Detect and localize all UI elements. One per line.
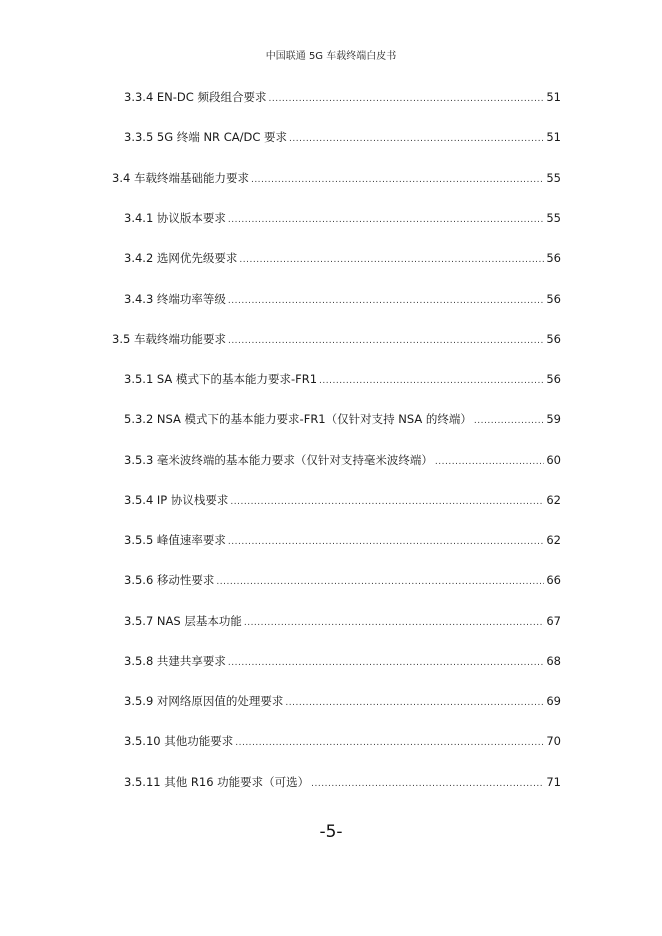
toc-entry[interactable] <box>124 532 561 552</box>
toc-entry[interactable] <box>124 733 561 753</box>
toc-dot-leader <box>244 618 545 628</box>
toc-entry[interactable] <box>124 89 561 109</box>
toc-entry-page: 59 <box>546 412 561 426</box>
toc-entry-page: 56 <box>546 372 561 386</box>
toc-entry-title: 3.5.1 SA 模式下的基本能力要求-FR1 <box>124 372 318 386</box>
toc-entry-title: 3.4 车载终端基础能力要求 <box>112 171 249 185</box>
toc-entry-title: 3.5.5 峰值速率要求 <box>124 533 226 547</box>
toc-entry-title: 3.5.4 IP 协议栈要求 <box>124 493 229 507</box>
toc-entry-page: 56 <box>546 251 561 265</box>
toc-dot-leader <box>311 779 544 789</box>
toc-entry-page: 70 <box>546 734 561 748</box>
toc-entry[interactable] <box>124 452 561 472</box>
toc-entry[interactable] <box>124 411 561 431</box>
toc-dot-leader <box>474 416 544 426</box>
toc-entry-page: 62 <box>546 533 561 547</box>
toc-entry-page: 56 <box>546 332 561 346</box>
toc-entry-page: 60 <box>546 453 561 467</box>
toc-entry[interactable] <box>124 572 561 592</box>
toc-dot-leader <box>289 134 544 144</box>
toc-entry-title: 3.4.1 协议版本要求 <box>124 211 226 225</box>
toc-dot-leader <box>268 94 544 104</box>
toc-entry-title: 3.4.3 终端功率等级 <box>124 292 226 306</box>
toc-entry-title: 3.4.2 选网优先级要求 <box>124 251 238 265</box>
toc-entry[interactable] <box>124 371 561 391</box>
page-number: -5- <box>319 822 343 842</box>
toc-dot-leader <box>228 537 544 547</box>
toc-entry[interactable] <box>112 170 561 190</box>
toc-entry-title: 3.5.9 对网络原因值的处理要求 <box>124 694 284 708</box>
toc-dot-leader <box>435 457 544 467</box>
toc-entry-page: 69 <box>546 694 561 708</box>
toc-entry-page: 66 <box>546 573 561 587</box>
toc-entry-title: 3.5.10 其他功能要求 <box>124 734 234 748</box>
toc-entry[interactable] <box>124 774 561 794</box>
toc-dot-leader <box>251 175 544 185</box>
toc-entry-title: 3.5 车载终端功能要求 <box>112 332 226 346</box>
toc-entry-page: 67 <box>546 614 561 628</box>
toc-entry-title: 5.3.2 NSA 模式下的基本能力要求-FR1（仅针对支持 NSA 的终端） <box>124 412 472 426</box>
toc-entry[interactable] <box>124 613 561 633</box>
toc-entry-title: 3.5.6 移动性要求 <box>124 573 215 587</box>
toc-dot-leader <box>319 376 544 386</box>
toc-dot-leader <box>239 255 544 265</box>
toc-entry-title: 3.3.5 5G 终端 NR CA/DC 要求 <box>124 130 288 144</box>
toc-entry-title: 3.5.11 其他 R16 功能要求（可选） <box>124 775 310 789</box>
toc-dot-leader <box>228 336 544 346</box>
toc-entry[interactable] <box>124 129 561 149</box>
toc-dot-leader <box>230 497 544 507</box>
toc-entry[interactable] <box>124 693 561 713</box>
toc-entry-page: 51 <box>546 130 561 144</box>
toc-entry[interactable] <box>124 210 561 230</box>
toc-entry-title: 3.5.7 NAS 层基本功能 <box>124 614 242 628</box>
toc-entry-title: 3.5.3 毫米波终端的基本能力要求（仅针对支持毫米波终端） <box>124 453 433 467</box>
toc-entry[interactable] <box>124 653 561 673</box>
toc-dot-leader <box>228 215 544 225</box>
toc-entry[interactable] <box>124 492 561 512</box>
toc-dot-leader <box>228 296 544 306</box>
toc-dot-leader <box>228 658 544 668</box>
toc-dot-leader <box>216 577 544 587</box>
toc-dot-leader <box>285 698 544 708</box>
toc-entry-page: 71 <box>546 775 561 789</box>
toc-entry[interactable] <box>124 291 561 311</box>
toc-entry[interactable] <box>112 331 561 351</box>
toc-entry-title: 3.5.8 共建共享要求 <box>124 654 226 668</box>
toc-entry-page: 68 <box>546 654 561 668</box>
toc-entry-page: 51 <box>546 90 561 104</box>
toc-dot-leader <box>235 738 544 748</box>
toc-entry[interactable] <box>124 250 561 270</box>
toc-entry-page: 56 <box>546 292 561 306</box>
toc-entry-page: 62 <box>546 493 561 507</box>
toc-entry-page: 55 <box>546 171 561 185</box>
toc-entry-title: 3.3.4 EN-DC 频段组合要求 <box>124 90 267 104</box>
toc-entry-page: 55 <box>546 211 561 225</box>
page-header: 中国联通 5G 车载终端白皮书 <box>265 51 397 62</box>
